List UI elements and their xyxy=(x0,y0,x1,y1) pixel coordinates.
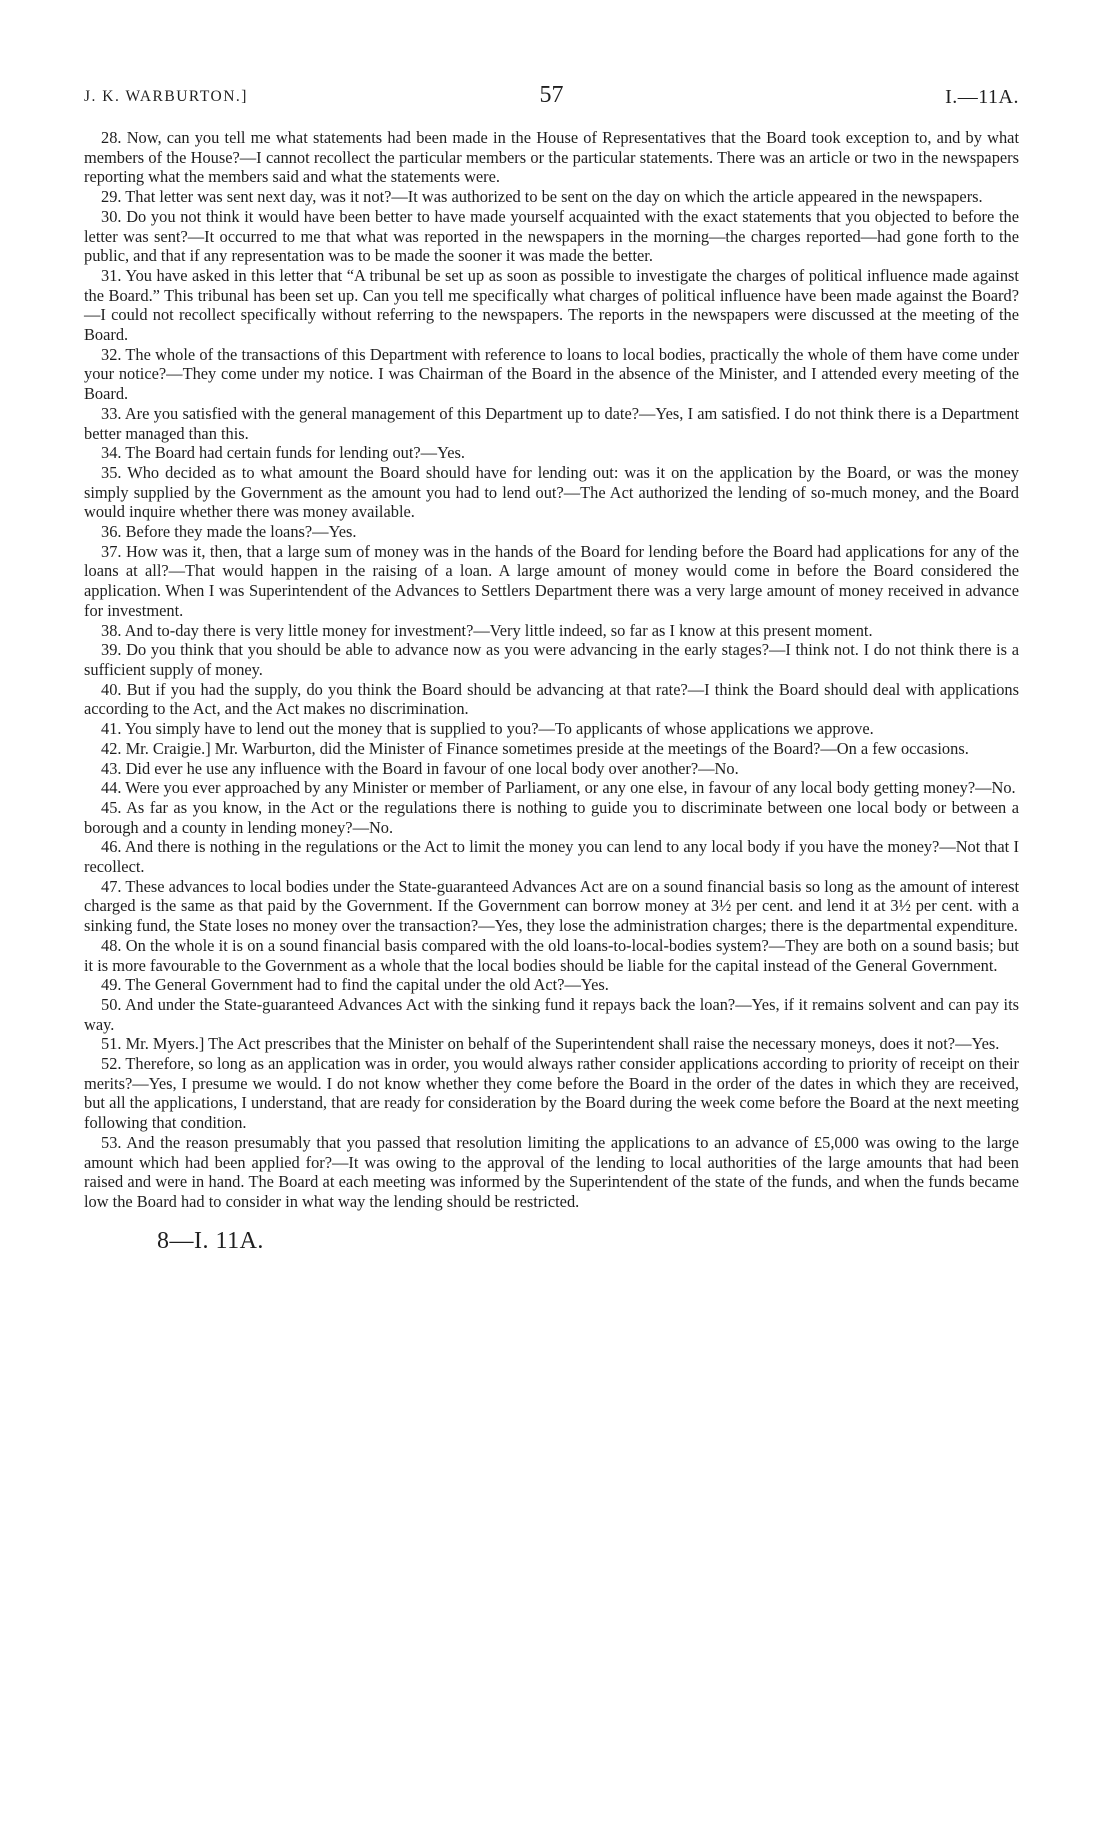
paragraph-41: 41. You simply have to lend out the money that is supplied to you?—To applicants of whose applications we approve. xyxy=(101,719,874,739)
paragraph-39: 39. Do you think that you should be able to advance now as you were advancing in the early stages?—I think not. I do not think there is a sufficient supply of money. xyxy=(84,640,1019,679)
paragraph-48: 48. On the whole it is on a sound financial basis compared with the old loans-to-local-bodies system?—They are both on a sound basis; but it is more favourable to the Government as a whole that the local bodies should be liable for the capital instead of the General Government. xyxy=(84,935,1019,975)
paragraph-30: 30. Do you not think it would have been better to have made yourself acquainted with the exact statements that you objected to before the letter was sent?—It occurred to me that what was reported in the newspapers in the morning—the charges reported—had gone forth to the public, and that if any representation was to be made the sooner it was made the better. xyxy=(84,206,1019,266)
page-header xyxy=(84,82,1019,122)
paragraph-51: 51. Mr. Myers.] The Act prescribes that the Minister on behalf of the Superintendent shall raise the necessary moneys, does it not?—Yes. xyxy=(101,1034,1000,1054)
paragraph-36: 36. Before they made the loans?—Yes. xyxy=(101,522,357,542)
paragraph-38: 38. And to-day there is very little money for investment?—Very little indeed, so far as I know at this present moment. xyxy=(101,620,873,640)
paragraph-33: 33. Are you satisfied with the general management of this Department up to date?—Yes, I am satisfied. I do not think there is a Department better managed than this. xyxy=(84,403,1019,443)
page-number: 57 xyxy=(539,82,564,108)
paragraph-49: 49. The General Government had to find the capital under the old Act?—Yes. xyxy=(101,975,609,995)
paragraph-44: 44. Were you ever approached by any Minister or member of Parliament, or any one else, in favour of any local body getting money?—No. xyxy=(101,778,1016,798)
paragraph-50: 50. And under the State-guaranteed Advances Act with the sinking fund it repays back the loan?—Yes, if it remains solvent and can pay its way. xyxy=(84,994,1019,1034)
paragraph-47: 47. These advances to local bodies under the State-guaranteed Advances Act are on a sound financial basis so long as the amount of interest charged is the same as that paid by the Government. If the Government can borrow money at 3½ per cent. and lend it at 3½ per cent. with a sinking fund, the State loses no money over the transaction?—Yes, they lose the administration charges; there is the departmental expenditure. xyxy=(84,876,1019,936)
paragraph-42: 42. Mr. Craigie.] Mr. Warburton, did the Minister of Finance sometimes preside at the meetings of the Board?—On a few occasions. xyxy=(101,738,969,758)
paragraph-43: 43. Did ever he use any influence with the Board in favour of one local body over another?—No. xyxy=(101,758,739,778)
paragraph-45: 45. As far as you know, in the Act or the regulations there is nothing to guide you to discriminate between one local body or between a borough and a county in lending money?—No. xyxy=(84,797,1019,837)
paragraph-31: 31. You have asked in this letter that “A tribunal be set up as soon as possible to investigate the charges of political influence made against the Board.” This tribunal has been set up. Can you tell me specifically what charges of political influence have been made against the Board?—I could not recollect specifically without referring to the newspapers. The reports in the newspapers were discussed at the meeting of the Board. xyxy=(84,265,1019,345)
document-body xyxy=(84,128,1019,1212)
paragraph-28: 28. Now, can you tell me what statements had been made in the House of Representatives that the Board took exception to, and by what members of the House?—I cannot recollect the particular members or the particular statements. There was an article or two in the newspapers reporting what the members said and what the statements were. xyxy=(84,128,1019,187)
paragraph-53: 53. And the reason presumably that you passed that resolution limiting the applications to an advance of £5,000 was owing to the large amount which had been applied for?—It was owing to the approval of the lending to local authorities of the large amounts that had been raised and were in hand. The Board at each meeting was informed by the Superintendent of the state of the funds, and when the funds became low the Board had to consider in what way the lending should be restricted. xyxy=(84,1132,1019,1211)
paragraph-46: 46. And there is nothing in the regulations or the Act to limit the money you can lend to any local body if you have the money?—Not that I recollect. xyxy=(84,837,1019,877)
paragraph-34: 34. The Board had certain funds for lending out?—Yes. xyxy=(101,443,466,463)
paragraph-32: 32. The whole of the transactions of this Department with reference to loans to local bodies, practically the whole of them have come under your notice?—They come under my notice. I was Chairman of the Board in the absence of the Minister, and I attended every meeting of the Board. xyxy=(84,344,1019,404)
paragraph-52: 52. Therefore, so long as an application was in order, you would always rather consider applications according to priority of receipt on their merits?—Yes, I presume we would. I do not know whether they come before the Board in the order of the dates in which they are received, but all the applications, I understand, that are ready for consideration by the Board during the week come before the Board at the next meeting following that condition. xyxy=(84,1054,1019,1133)
page-footer-signature: 8—I. 11A. xyxy=(157,1227,264,1254)
paragraph-35: 35. Who decided as to what amount the Board should have for lending out: was it on the application by the Board, or was the money simply supplied by the Government as the amount you had to lend out?—The Act authorized the lending of so-much money, and the Board would inquire whether there was money available. xyxy=(84,462,1019,522)
paragraph-40: 40. But if you had the supply, do you think the Board should be advancing at that rate?—I think the Board should deal with applications according to the Act, and the Act makes no discrimination. xyxy=(84,679,1019,719)
header-witness-name: J. K. WARBURTON.] xyxy=(84,88,248,105)
paragraph-37: 37. How was it, then, that a large sum of money was in the hands of the Board for lending before the Board had applications for any of the loans at all?—That would happen in the raising of a loan. A large amount of money would come in before the Board considered the application. When I was Superintendent of the Advances to Settlers Department there was a very large amount of money received in advance for investment. xyxy=(84,541,1019,620)
paragraph-29: 29. That letter was sent next day, was it not?—It was authorized to be sent on the day on which the article appeared in the newspapers. xyxy=(101,187,983,207)
header-document-code: I.—11A. xyxy=(945,86,1019,108)
